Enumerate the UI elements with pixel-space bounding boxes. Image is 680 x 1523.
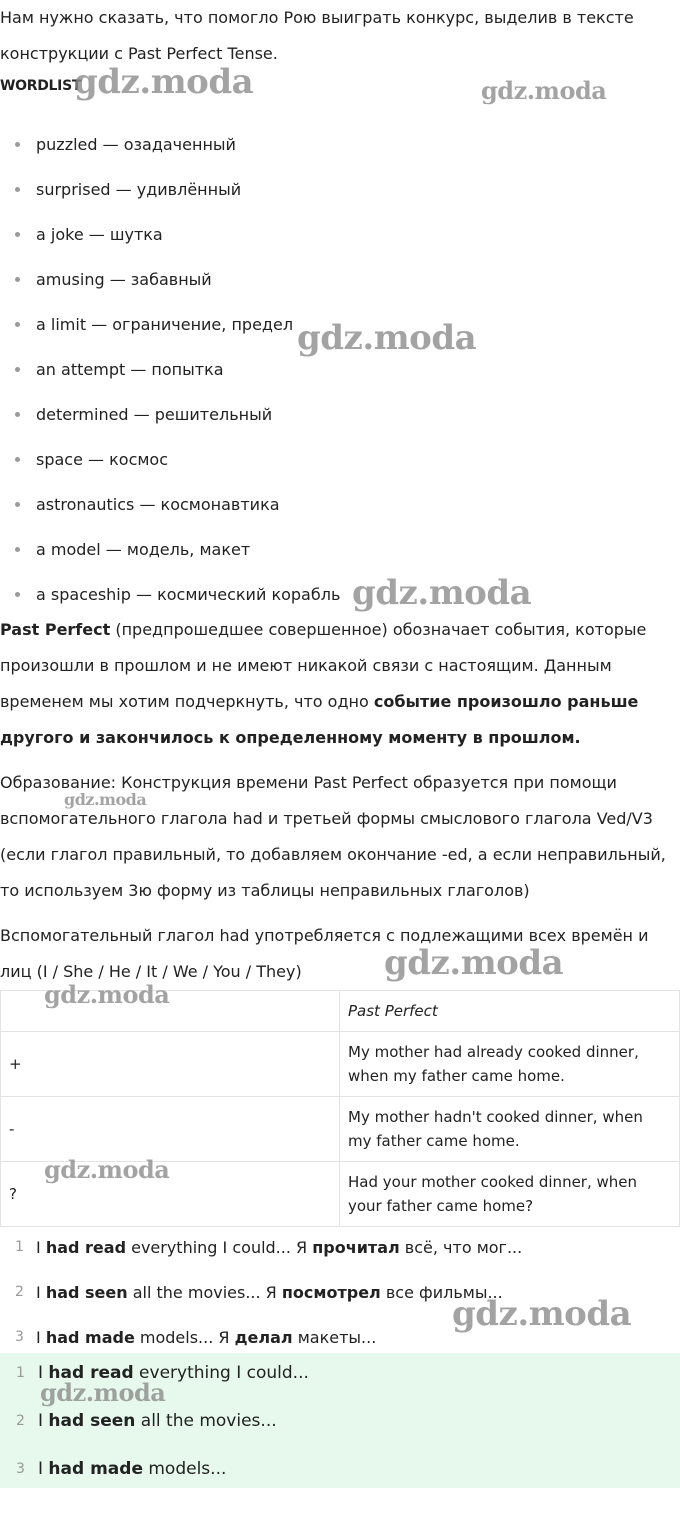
auxiliary-paragraph: Вспомогательный глагол had употребляется с подлежащими всех времён и лиц (I / She / He / It / We / You / They) xyxy=(0,926,649,981)
list-item: determined — решительный xyxy=(0,392,340,437)
list-item: a model — модель, макет xyxy=(0,527,340,572)
example-cell: Had your mother cooked dinner, when your father came home? xyxy=(340,1162,680,1227)
list-item: 1 I had read everything I could... Я прочитал всё, что мог... xyxy=(15,1238,523,1257)
bullet-icon xyxy=(15,502,20,507)
grammar-table xyxy=(0,990,680,1227)
watermark: gdz.moda xyxy=(44,1155,170,1184)
table-header: Past Perfect xyxy=(340,991,680,1032)
bullet-icon xyxy=(15,232,20,237)
definition-emphasis: событие произошло раньше другого и закончилось к определенному моменту в прошлом. xyxy=(0,692,639,747)
list-item: amusing — забавный xyxy=(0,257,340,302)
list-item: a joke — шутка xyxy=(0,212,340,257)
list-item: 1 I had read everything I could... xyxy=(16,1363,309,1383)
bullet-icon xyxy=(15,322,20,327)
list-item: 2 I had seen all the movies... Я посмотрел все фильмы... xyxy=(15,1283,503,1302)
bullet-icon xyxy=(15,187,20,192)
bullet-icon xyxy=(15,142,20,147)
list-item: puzzled — озадаченный xyxy=(0,122,340,167)
table-row xyxy=(1,1032,680,1097)
bullet-icon xyxy=(15,592,20,597)
watermark: gdz.moda xyxy=(44,980,170,1009)
bullet-icon xyxy=(15,457,20,462)
list-item: surprised — удивлённый xyxy=(0,167,340,212)
watermark: gdz.moda xyxy=(481,76,607,105)
watermark: gdz.moda xyxy=(452,1294,632,1334)
definition-paragraph: Past Perfect (предпрошедшее совершенное) обозначает события, которые произошли в прошлом и не имеют никакой связи с настоящим. Данным временем мы хотим подчеркнуть, что одно событие произошло раньше другого и закончилось к определенному моменту в прошлом. xyxy=(0,620,647,747)
answer-list xyxy=(0,1225,680,1360)
list-item: astronautics — космонавтика xyxy=(0,482,340,527)
example-cell: My mother had already cooked dinner, when my father came home. xyxy=(340,1032,680,1097)
bullet-icon xyxy=(15,367,20,372)
term: Past Perfect xyxy=(0,620,111,639)
watermark: gdz.moda xyxy=(74,62,254,102)
sign-cell: + xyxy=(1,1032,340,1097)
list-item: an attempt — попытка xyxy=(0,347,340,392)
bullet-icon xyxy=(15,412,20,417)
list-item: 3 I had made models... xyxy=(16,1459,227,1479)
watermark: gdz.moda xyxy=(40,1378,166,1407)
list-item: 3 I had made models... Я делал макеты... xyxy=(15,1328,377,1347)
wordlist-title: WORDLIST xyxy=(0,78,82,94)
formation-paragraph: Образование: Конструкция времени Past Perfect образуется при помощи вспомогательного глагола had и третьей формы смыслового глагола Ved/V3 (если глагол правильный, то добавляем окончание -ed, а если неправильный, то используем 3ю форму из таблицы неправильных глаголов) xyxy=(0,773,666,900)
intro-paragraph: Нам нужно сказать, что помогло Рою выиграть конкурс, выделив в тексте конструкции с Past Perfect Tense. xyxy=(0,8,634,63)
sign-cell: - xyxy=(1,1097,340,1162)
watermark: gdz.moda xyxy=(64,790,147,809)
list-item: space — космос xyxy=(0,437,340,482)
table-row xyxy=(1,1097,680,1162)
list-item: a spaceship — космический корабль xyxy=(0,572,340,617)
list-item: a limit — ограничение, предел xyxy=(0,302,340,347)
watermark: gdz.moda xyxy=(297,318,477,358)
watermark: gdz.moda xyxy=(384,943,564,983)
sign-cell: ? xyxy=(1,1162,340,1227)
list-item: 2 I had seen all the movies... xyxy=(16,1411,277,1431)
highlighted-answers xyxy=(0,1353,680,1488)
bullet-icon xyxy=(15,277,20,282)
watermark: gdz.moda xyxy=(352,573,532,613)
example-cell: My mother hadn't cooked dinner, when my father came home. xyxy=(340,1097,680,1162)
wordlist xyxy=(0,122,340,617)
bullet-icon xyxy=(15,547,20,552)
